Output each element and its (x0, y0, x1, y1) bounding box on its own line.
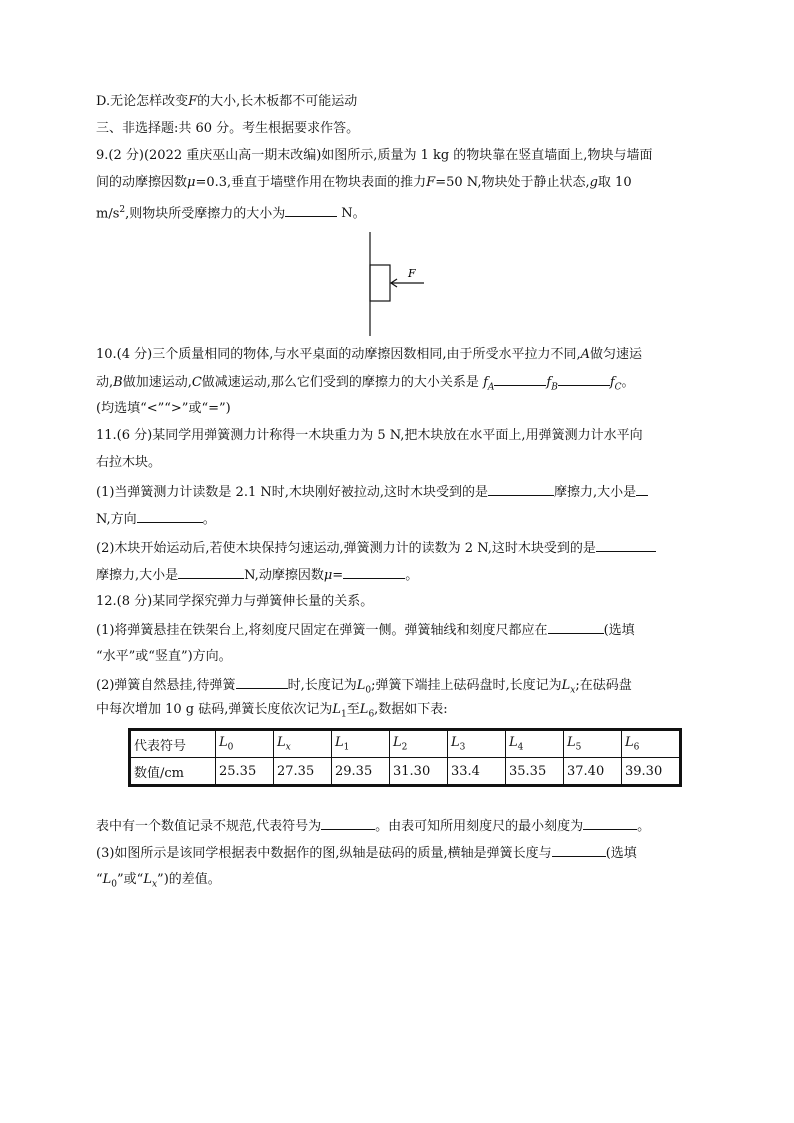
var-F: F (426, 175, 436, 190)
answer-blank[interactable] (558, 372, 610, 386)
text: (2)弹簧自然悬挂,待弹簧 (96, 678, 236, 693)
text: 做减速运动,那么它们受到的摩擦力的大小关系是 (201, 375, 479, 390)
subscript: 1 (341, 709, 347, 720)
var-L: L (509, 735, 518, 751)
subscript: 2 (401, 742, 408, 753)
q12-part1-line-2: “水平”或“竖直”)方向。 (96, 649, 232, 664)
value-cell-6: 37.40 (564, 758, 622, 786)
symbol-cell-4 (448, 730, 506, 758)
text: N,动摩擦因数 (244, 568, 324, 583)
var-L: L (359, 702, 369, 717)
subscript: 0 (227, 742, 234, 753)
block-rect (370, 265, 390, 301)
subscript: 4 (517, 742, 524, 753)
text: ;弹簧下端挂上砝码盘时,长度记为 (371, 678, 562, 693)
text: =0.3,垂直于墙壁作用在物块表面的推力 (195, 175, 427, 190)
text: N。 (341, 206, 366, 222)
symbol-cell-5 (506, 730, 564, 758)
value-cell-4: 33.4 (448, 758, 506, 786)
var-mu: μ (187, 175, 196, 190)
answer-blank[interactable] (137, 509, 203, 523)
q12-table-note (96, 816, 650, 837)
text: 。 (405, 568, 419, 583)
q9-line-2 (96, 173, 632, 193)
subscript: x (285, 742, 291, 753)
var-L: L (332, 702, 342, 717)
force-label: F (408, 267, 416, 280)
var-f: f (609, 375, 615, 390)
text: D.无论怎样改变 (96, 94, 189, 109)
answer-blank[interactable] (596, 538, 656, 552)
q10-line-2 (96, 372, 635, 398)
symbol-cell-0 (216, 730, 274, 758)
var-A: A (580, 347, 591, 362)
answer-blank[interactable] (548, 620, 604, 634)
table-header-cell: 代表符号 (130, 730, 216, 758)
text: 摩擦力,大小是 (554, 485, 637, 500)
block-wall-figure (366, 232, 426, 336)
text: ”)的差值。 (157, 872, 221, 887)
var-L: L (277, 735, 286, 751)
subscript: x (151, 879, 158, 890)
text: 表中有一个数值记录不规范,代表符号为 (96, 819, 322, 834)
var-C: C (191, 375, 202, 390)
q11-part1-line-1 (96, 482, 648, 503)
text: 时,长度记为 (287, 678, 357, 693)
text: ;在砝码盘 (575, 678, 632, 693)
var-L: L (356, 678, 366, 693)
text: = (332, 568, 344, 583)
text: (1)将弹簧悬挂在铁架台上,将刻度尺固定在弹簧一侧。弹簧轴线和刻度尺都应在 (96, 623, 548, 638)
symbol-cell-2 (332, 730, 390, 758)
text: 动, (96, 375, 114, 390)
text: (选填 (603, 623, 635, 638)
q12-part1-line-1 (96, 620, 635, 641)
section-title: 三、非选择题:共 60 分。考生根据要求作答。 (96, 121, 360, 136)
text: ,则物块所受摩擦力的大小为 (125, 206, 286, 222)
symbol-cell-7 (622, 730, 681, 758)
text: (2)木块开始运动后,若使木块保持匀速运动,弹簧测力计的读数为 2 N,这时木块受到的是 (96, 541, 596, 556)
answer-blank[interactable] (636, 482, 648, 496)
text: 间的动摩擦因数 (96, 175, 188, 190)
text: ,数据如下表: (374, 702, 448, 717)
subscript: C (614, 382, 622, 393)
answer-blank[interactable] (236, 675, 288, 689)
q11-line-1: 11.(6 分)某同学用弹簧测力计称得一木块重力为 5 N,把木块放在水平面上,用弹簧测力计水平向 (96, 428, 643, 443)
var-L: L (561, 678, 571, 693)
var-g: g (589, 175, 598, 190)
text: N,方向 (96, 512, 137, 527)
var-L: L (625, 735, 634, 751)
subscript: 6 (633, 742, 640, 753)
value-cell-3: 31.30 (390, 758, 448, 786)
table-row-label: 数值/cm (130, 758, 216, 786)
answer-blank[interactable] (494, 372, 546, 386)
answer-blank[interactable] (178, 565, 244, 579)
text: 做匀速运 (590, 347, 643, 362)
q9-line-1: 9.(2 分)(2022 重庆巫山高一期末改编)如图所示,质量为 1 kg 的物块靠在竖直墙面上,物块与墙面 (96, 148, 653, 163)
symbol-cell-3 (390, 730, 448, 758)
data-table (128, 728, 682, 787)
value-cell-0: 25.35 (216, 758, 274, 786)
text: ”或“ (117, 872, 144, 887)
answer-blank[interactable] (552, 843, 606, 857)
q11-part2-line-2 (96, 565, 418, 586)
text: m/s (96, 206, 120, 222)
answer-blank[interactable] (285, 203, 337, 217)
var-F: F (188, 94, 198, 109)
text: 做加速运动, (122, 375, 192, 390)
value-cell-2: 29.35 (332, 758, 390, 786)
var-L: L (393, 735, 402, 751)
answer-blank[interactable] (321, 816, 375, 830)
text: 取 10 (597, 175, 632, 190)
answer-blank[interactable] (343, 565, 405, 579)
text: (3)如图所示是该同学根据表中数据作的图,纵轴是砝码的质量,横轴是弹簧长度与 (96, 846, 552, 861)
value-cell-5: 35.35 (506, 758, 564, 786)
q12-part2-line-1 (96, 675, 632, 701)
q9-line-3 (96, 200, 366, 224)
text: “ (96, 872, 103, 887)
var-mu: μ (323, 568, 333, 583)
text: 。 (621, 375, 635, 390)
subscript: x (570, 685, 576, 696)
subscript: 6 (368, 709, 375, 720)
var-f: f (483, 375, 488, 390)
symbol-cell-6 (564, 730, 622, 758)
q10-line-1 (96, 345, 642, 365)
var-B: B (113, 375, 123, 390)
var-L: L (335, 735, 344, 751)
var-f: f (546, 375, 552, 390)
subscript: 1 (343, 742, 350, 753)
option-d-line (96, 92, 357, 112)
subscript: 3 (459, 742, 466, 753)
text: 。 (202, 512, 216, 527)
text: (1)当弹簧测力计读数是 2.1 N时,木块刚好被拉动,这时木块受到的是 (96, 485, 488, 500)
table-row-values (130, 758, 681, 786)
text: 。由表可知所用刻度尺的最小刻度为 (375, 819, 584, 834)
q10-line-3: (均选填“<”“>”或“=”) (96, 401, 231, 416)
table-row-symbols (130, 730, 681, 758)
value-cell-1: 27.35 (274, 758, 332, 786)
q11-part2-line-1 (96, 538, 656, 559)
text: 10.(4 分)三个质量相同的物体,与水平桌面的动摩擦因数相同,由于所受水平拉力不同, (96, 347, 581, 362)
var-L: L (451, 735, 460, 751)
text: 。 (637, 819, 651, 834)
subscript: 0 (111, 879, 118, 890)
text: 中每次增加 10 g 砝码,弹簧长度依次记为 (96, 702, 333, 717)
answer-blank[interactable] (583, 816, 637, 830)
var-L: L (143, 872, 152, 887)
symbol-cell-1 (274, 730, 332, 758)
q12-line-1: 12.(8 分)某同学探究弹力与弹簧伸长量的关系。 (96, 594, 374, 609)
text: 至 (346, 702, 360, 717)
q12-part3-line-1 (96, 843, 637, 864)
q11-line-2: 右拉木块。 (96, 455, 162, 470)
text: (选填 (605, 846, 637, 861)
subscript: 0 (365, 685, 372, 696)
q12-part2-line-2 (96, 700, 448, 725)
text: 摩擦力,大小是 (96, 568, 179, 583)
var-L: L (102, 872, 112, 887)
answer-blank[interactable] (488, 482, 554, 496)
superscript: 2 (119, 205, 126, 215)
var-L: L (219, 735, 228, 751)
subscript: 5 (575, 742, 582, 753)
subscript: B (551, 382, 558, 393)
text: 的大小,长木板都不可能运动 (197, 94, 358, 109)
subscript: A (487, 382, 495, 393)
text: =50 N,物块处于静止状态, (435, 175, 590, 190)
value-cell-7: 39.30 (622, 758, 681, 786)
q11-part1-line-2 (96, 509, 216, 530)
var-L: L (567, 735, 576, 751)
q12-part3-line-2 (96, 870, 221, 895)
